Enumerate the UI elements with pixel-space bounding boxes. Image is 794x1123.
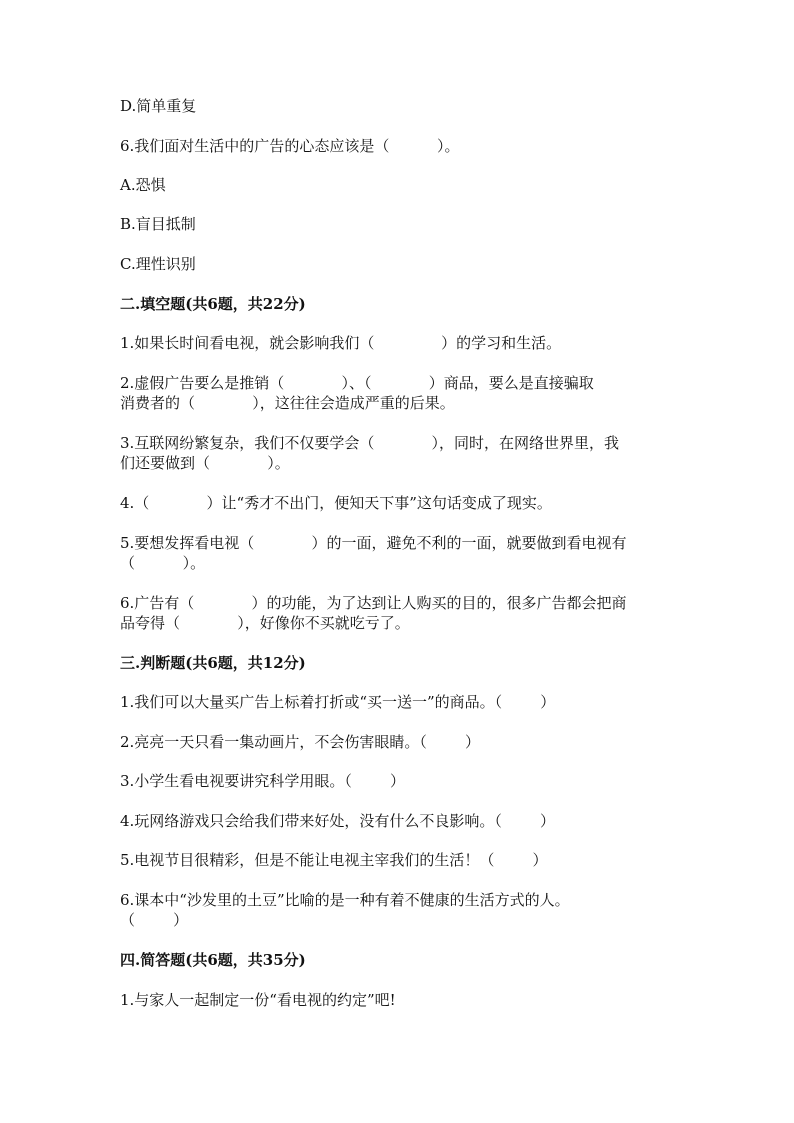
section-short-answer-heading: 四.简答题(共6题，共35分) (120, 951, 306, 969)
short-answer-q1: 1.与家人一起制定一份“看电视的约定”吧! (120, 991, 396, 1009)
q5-option-d: D.简单重复 (120, 97, 197, 115)
fill-q5-line1: 5.要想发挥看电视（ ）的一面，避免不利的一面，就要做到看电视有 (120, 534, 627, 552)
section-true-false-heading: 三.判断题(共6题，共12分) (120, 654, 306, 672)
tf-q6-line2: （ ） (120, 911, 189, 929)
fill-q6-line1: 6.广告有（ ）的功能，为了达到让人购买的目的，很多广告都会把商 (120, 594, 627, 612)
fill-q2-line2: 消费者的（ ），这往往会造成严重的后果。 (120, 394, 455, 412)
section-fill-blank-heading: 二.填空题(共6题，共22分) (120, 295, 306, 313)
tf-q6-line1: 6.课本中“沙发里的土豆”比喻的是一种有着不健康的生活方式的人。 (120, 891, 570, 909)
q6-stem: 6.我们面对生活中的广告的心态应该是（ ）。 (120, 137, 460, 155)
tf-q3: 3.小学生看电视要讲究科学用眼。（ ） (120, 772, 405, 790)
tf-q2: 2.亮亮一天只看一集动画片，不会伤害眼睛。（ ） (120, 733, 480, 751)
q6-option-a: A.恐惧 (120, 176, 166, 194)
fill-q5-line2: （ ）。 (120, 554, 206, 572)
fill-q4: 4.（ ）让“秀才不出门，便知天下事”这句话变成了现实。 (120, 494, 552, 512)
fill-q2-line1: 2.虚假广告要么是推销（ ）、（ ）商品，要么是直接骗取 (120, 374, 594, 392)
fill-q3-line1: 3.互联网纷繁复杂，我们不仅要学会（ ），同时，在网络世界里，我 (120, 434, 620, 452)
tf-q5: 5.电视节目很精彩，但是不能让电视主宰我们的生活！（ ） (120, 851, 548, 869)
tf-q4: 4.玩网络游戏只会给我们带来好处，没有什么不良影响。（ ） (120, 812, 555, 830)
q6-option-c: C.理性识别 (120, 255, 196, 273)
tf-q1: 1.我们可以大量买广告上标着打折或“买一送一”的商品。（ ） (120, 693, 556, 711)
fill-q6-line2: 品夸得（ ），好像你不买就吃亏了。 (120, 614, 410, 632)
q6-option-b: B.盲目抵制 (120, 215, 196, 233)
fill-q1: 1.如果长时间看电视，就会影响我们（ ）的学习和生活。 (120, 334, 562, 352)
fill-q3-line2: 们还要做到（ ）。 (120, 454, 290, 472)
